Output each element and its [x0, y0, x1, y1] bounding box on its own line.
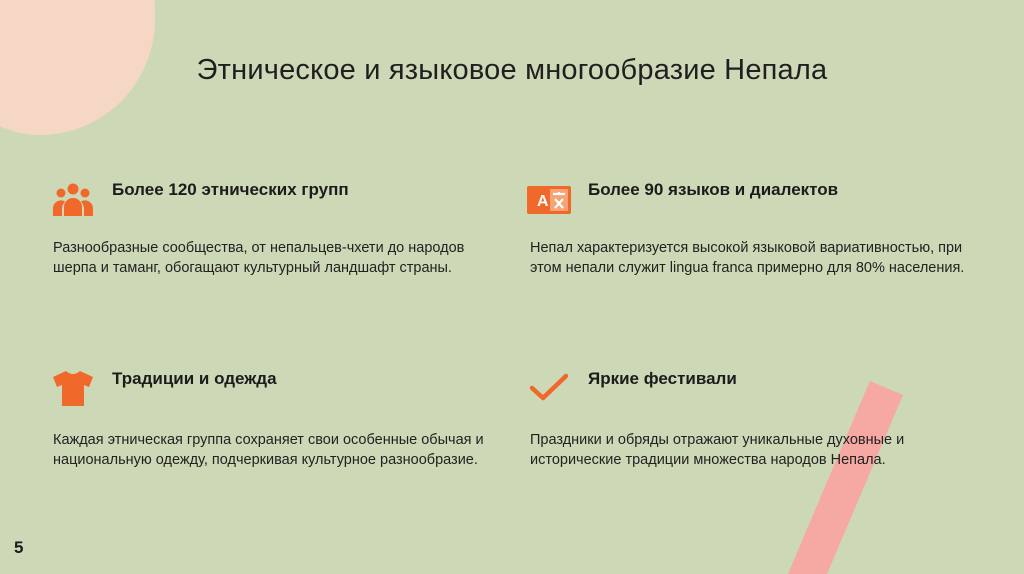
- feature-heading: Более 120 этнических групп: [112, 180, 349, 199]
- feature-description: Разнообразные сообщества, от непальцев-чхети до народов шерпа и таманг, обогащают культурный ландшафт страны.: [53, 240, 465, 276]
- feature-heading: Более 90 языков и диалектов: [588, 180, 839, 199]
- feature-heading: Традиции и одежда: [112, 369, 277, 388]
- checkmark-icon: [527, 366, 571, 410]
- feature-description: Каждая этническая группа сохраняет свои особенные обычая и национальную одежду, подчеркивая культурное разнообразие.: [53, 432, 484, 468]
- people-group-icon: [51, 178, 95, 222]
- page-number: 5: [14, 538, 24, 557]
- feature-description: Непал характеризуется высокой языковой вариативностью, при этом непали служит lingua franca примерно для 80% населения.: [530, 240, 965, 276]
- feature-heading: Яркие фестивали: [588, 369, 737, 388]
- feature-description: Праздники и обряды отражают уникальные духовные и исторические традиции множества народов Непала.: [530, 432, 905, 468]
- tshirt-icon: [51, 366, 95, 410]
- svg-text:A: A: [537, 193, 549, 210]
- slide-title: Этническое и языковое многообразие Непала: [196, 54, 828, 86]
- decorative-stripe: [772, 381, 903, 574]
- translate-icon: [527, 180, 571, 224]
